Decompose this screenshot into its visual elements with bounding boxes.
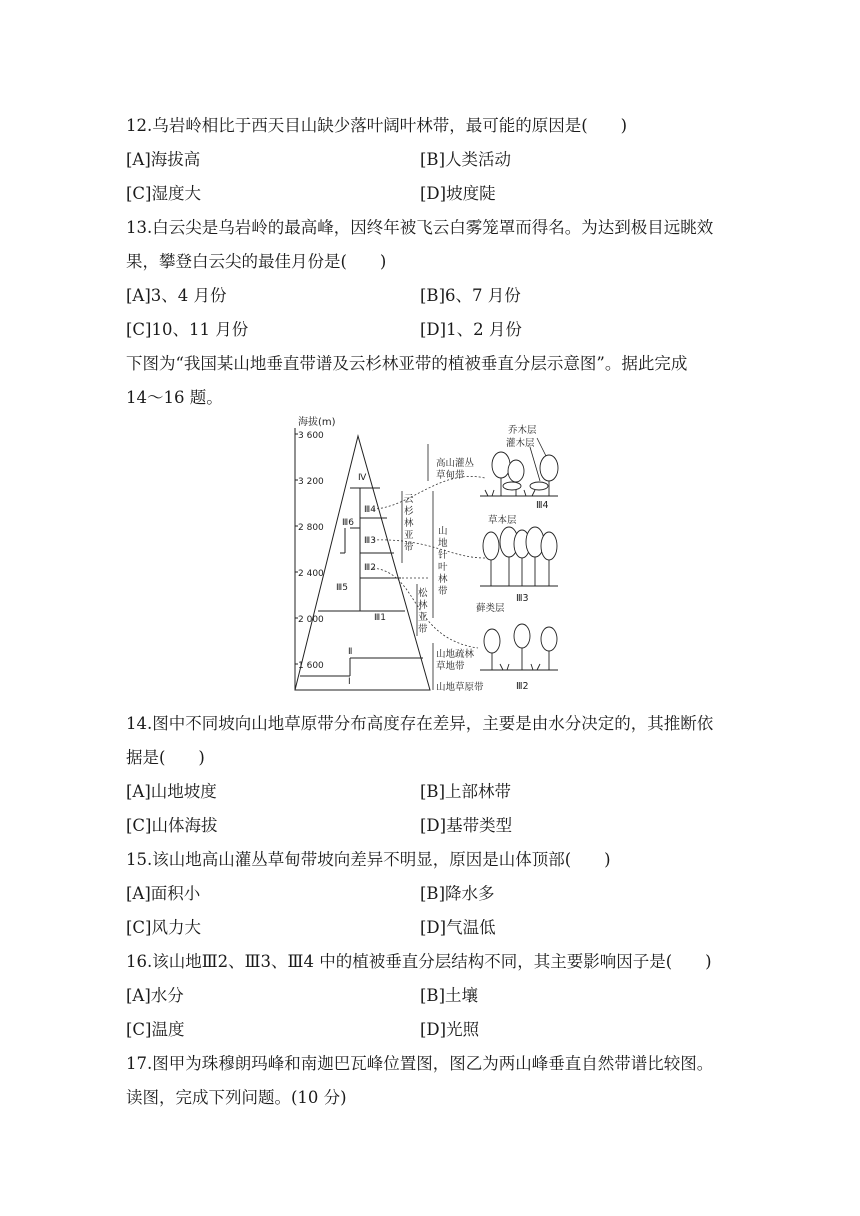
q12-option-b: [B]人类活动 (420, 150, 511, 169)
q13-option-d: [D]1、2 月份 (420, 320, 522, 339)
zone-iii3: Ⅲ3 (364, 536, 376, 546)
label-alpine-1: 高山灌丛 (436, 458, 475, 469)
zone-iii2: Ⅲ2 (364, 563, 376, 573)
q15-option-b: [B]降水多 (420, 884, 495, 903)
tick-2800: 2 800 (298, 523, 324, 533)
q14-option-d: [D]基带类型 (420, 816, 513, 835)
label-spruce-1: 云 (404, 494, 414, 505)
label-herb-layer: 草本层 (488, 515, 517, 526)
label-pine-4: 带 (418, 624, 428, 635)
q12-stem: 12.乌岩岭相比于西天目山缺少落叶阔叶林带，最可能的原因是( ) (126, 116, 628, 135)
q14-option-c: [C]山体海拔 (126, 816, 218, 835)
tick-1600: 1 600 (298, 661, 324, 671)
q16-option-d: [D]光照 (420, 1020, 480, 1039)
tick-2400: 2 400 (298, 569, 324, 579)
label-spruce-5: 带 (404, 542, 414, 553)
q12-option-a: [A]海拔高 (126, 150, 201, 169)
q15-stem: 15.该山地高山灌丛草甸带坡向差异不明显，原因是山体顶部( ) (126, 850, 611, 869)
q14-option-a: [A]山地坡度 (126, 782, 217, 801)
label-pine-3: 亚 (418, 612, 428, 623)
y-axis-label: 海拔(m) (298, 417, 336, 428)
zone-ii: Ⅱ (348, 647, 353, 657)
q13-stem-line1: 13.白云尖是乌岩岭的最高峰，因终年被飞云白雾笼罩而得名。为达到极目远眺效 (126, 218, 714, 237)
intro-line2: 14～16 题。 (126, 388, 223, 407)
zone-iii4: Ⅲ4 (364, 505, 376, 515)
q15-option-c: [C]风力大 (126, 918, 201, 937)
label-panel-iii4: Ⅲ4 (536, 500, 549, 511)
q16-option-b: [B]土壤 (420, 986, 478, 1005)
q16-option-a: [A]水分 (126, 986, 184, 1005)
q13-stem-line2: 果，攀登白云尖的最佳月份是( ) (126, 252, 387, 271)
label-sparse-2: 草地带 (436, 661, 465, 672)
q15-option-a: [A]面积小 (126, 884, 201, 903)
tick-2000: 2 000 (298, 615, 324, 625)
label-moss-layer: 藓类层 (476, 603, 505, 614)
label-spruce-3: 林 (404, 518, 414, 529)
q16-option-c: [C]温度 (126, 1020, 185, 1039)
tick-3200: 3 200 (298, 477, 324, 487)
label-conifer-3: 针 (438, 550, 448, 561)
q14-stem-line1: 14.图中不同坡向山地草原带分布高度存在差异，主要是由水分决定的，其推断依 (126, 714, 714, 733)
label-shrub-layer: 灌木层 (506, 438, 535, 449)
zone-iii5: Ⅲ5 (336, 583, 348, 593)
label-conifer-5: 林 (438, 574, 448, 585)
intro-line1: 下图为“我国某山地垂直带谱及云杉林亚带的植被垂直分层示意图”。据此完成 (126, 354, 688, 373)
label-conifer-6: 带 (438, 586, 448, 597)
label-conifer-1: 山 (438, 526, 448, 537)
label-spruce-2: 杉 (404, 506, 414, 517)
q12-option-d: [D]坡度陡 (420, 184, 496, 203)
q13-option-c: [C]10、11 月份 (126, 320, 249, 339)
label-panel-iii3: Ⅲ3 (516, 593, 529, 604)
q14-option-b: [B]上部林带 (420, 782, 511, 801)
label-conifer-4: 叶 (438, 562, 448, 573)
q17-stem-line1: 17.图甲为珠穆朗玛峰和南迦巴瓦峰位置图，图乙为两山峰垂直自然带谱比较图。 (126, 1054, 714, 1073)
label-panel-iii2: Ⅲ2 (516, 681, 529, 692)
tick-3600: 3 600 (298, 431, 324, 441)
label-spruce-4: 亚 (404, 530, 414, 541)
zone-iii1: Ⅲ1 (374, 613, 386, 623)
label-conifer-2: 地 (438, 538, 448, 549)
label-steppe: 山地草原带 (436, 682, 484, 693)
label-tree-layer: 乔木层 (508, 425, 537, 436)
q17-stem-line2: 读图，完成下列问题。(10 分) (126, 1088, 347, 1107)
q13-option-a: [A]3、4 月份 (126, 286, 227, 305)
label-pine-2: 林 (418, 600, 428, 611)
q16-stem: 16.该山地Ⅲ2、Ⅲ3、Ⅲ4 中的植被垂直分层结构不同，其主要影响因子是( ) (126, 952, 712, 971)
vertical-zonation-figure (290, 408, 570, 696)
label-alpine-2: 草甸带 (436, 470, 465, 481)
label-pine-1: 松 (418, 588, 428, 599)
zone-iv: Ⅳ (358, 473, 367, 483)
q14-stem-line2: 据是( ) (126, 748, 205, 767)
zone-i: Ⅰ (348, 677, 351, 687)
label-sparse-1: 山地疏林 (436, 649, 475, 660)
q12-option-c: [C]湿度大 (126, 184, 201, 203)
q15-option-d: [D]气温低 (420, 918, 496, 937)
zone-iii6: Ⅲ6 (342, 518, 354, 528)
q13-option-b: [B]6、7 月份 (420, 286, 521, 305)
